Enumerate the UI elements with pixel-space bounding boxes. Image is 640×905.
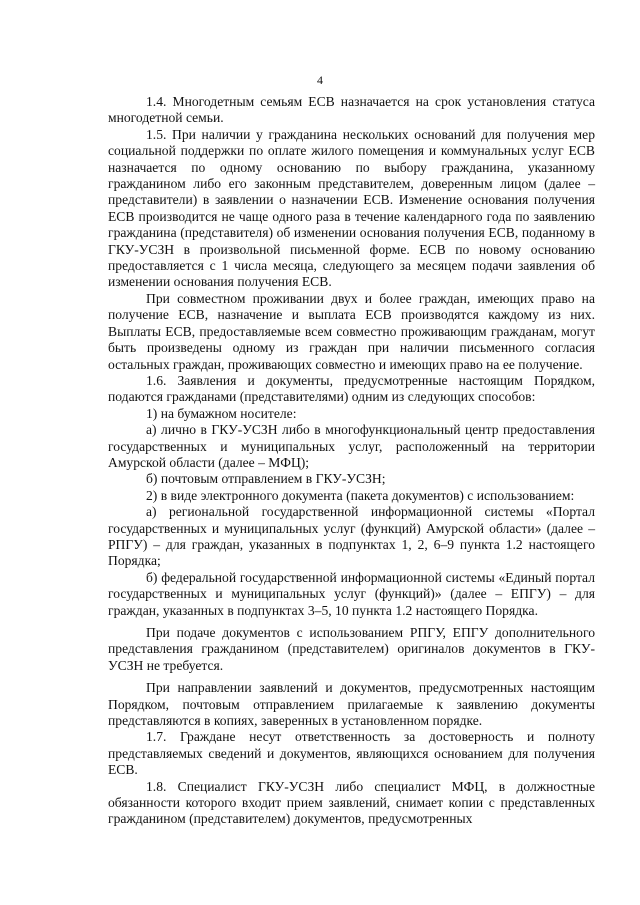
list-item-paper: 1) на бумажном носителе: bbox=[146, 405, 297, 421]
list-item-electronic-a: а) региональной государственной информационной системы «Портал государственных и муниципальных услуг (функций) Амурской области» (далее – РПГУ) – для граждан, указанных в подпунктах 1, 2, 6–9 пункта 1.2 настоящего Порядка; bbox=[108, 504, 595, 569]
paragraph-1-5: 1.5. При наличии у гражданина нескольких оснований для получения мер социальной поддержки по оплате жилого помещения и коммунальных услуг ЕСВ назначается по одному основанию по выбору гражданина, указанному гражданином либо его законным представителем, доверенным лицом (далее – представители) в заявлении о назначении ЕСВ. Изменение основания получения ЕСВ производится не чаще одного раза в течение календарного года по заявлению гражданина (представителя) об изменении основания получения ЕСВ, поданному в ГКУ-УСЗН в произвольной письменной форме. ЕСВ по новому основанию предоставляется с 1 числа месяца, следующего за месяцем подачи заявления об изменении основания получения ЕСВ. bbox=[108, 126, 595, 290]
list-item-electronic-b: б) федеральной государственной информационной системы «Единый портал государственных и муниципальных услуг (функций)» (далее – ЕПГУ) – для граждан, указанных в подпунктах 3–5, 10 пункта 1.2 настоящего Порядка. bbox=[108, 569, 595, 618]
paragraph-1-8: 1.8. Специалист ГКУ-УСЗН либо специалист МФЦ, в должностные обязанности которого входит прием заявлений, снимает копии с представленных гражданином (представителем) документов, предусмотренных bbox=[108, 778, 595, 827]
list-item-paper-b: б) почтовым отправлением в ГКУ-УСЗН; bbox=[146, 471, 386, 487]
list-item-paper-a: а) лично в ГКУ-УСЗН либо в многофункциональный центр предоставления государственных и муниципальных услуг, расположенный на территории Амурской области (далее – МФЦ); bbox=[108, 422, 595, 470]
paragraph-postal-copies: При направлении заявлений и документов, предусмотренных настоящим Порядком, почтовым отправлением прилагаемые к заявлению документы представляются в копиях, заверенных в установленном порядке. bbox=[108, 680, 595, 729]
page-number: 4 bbox=[317, 73, 323, 87]
paragraph-joint-residence: При совместном проживании двух и более граждан, имеющих право на получение ЕСВ, назначение и выплата ЕСВ производятся каждому из них. Выплаты ЕСВ, предоставляемые всем совместно проживающим гражданам, могут быть произведены одному из граждан при наличии письменного согласия остальных граждан, проживающих совместно и имеющих право на ее получение. bbox=[108, 290, 595, 372]
paragraph-no-originals: При подаче документов с использованием РПГУ, ЕПГУ дополнительного представления гражданином (представителем) оригиналов документов в ГКУ-УСЗН не требуется. bbox=[108, 625, 595, 673]
paragraph-1-4: 1.4. Многодетным семьям ЕСВ назначается на срок установления статуса многодетной семьи. bbox=[108, 94, 595, 126]
list-item-electronic: 2) в виде электронного документа (пакета документов) с использованием: bbox=[146, 487, 575, 503]
paragraph-1-7: 1.7. Граждане несут ответственность за достоверность и полноту представляемых сведений и документов, являющихся основанием для получения ЕСВ. bbox=[108, 729, 595, 778]
document-body bbox=[108, 94, 595, 828]
paragraph-1-6: 1.6. Заявления и документы, предусмотренные настоящим Порядком, подаются гражданами (представителями) одним из следующих способов: bbox=[108, 372, 595, 405]
